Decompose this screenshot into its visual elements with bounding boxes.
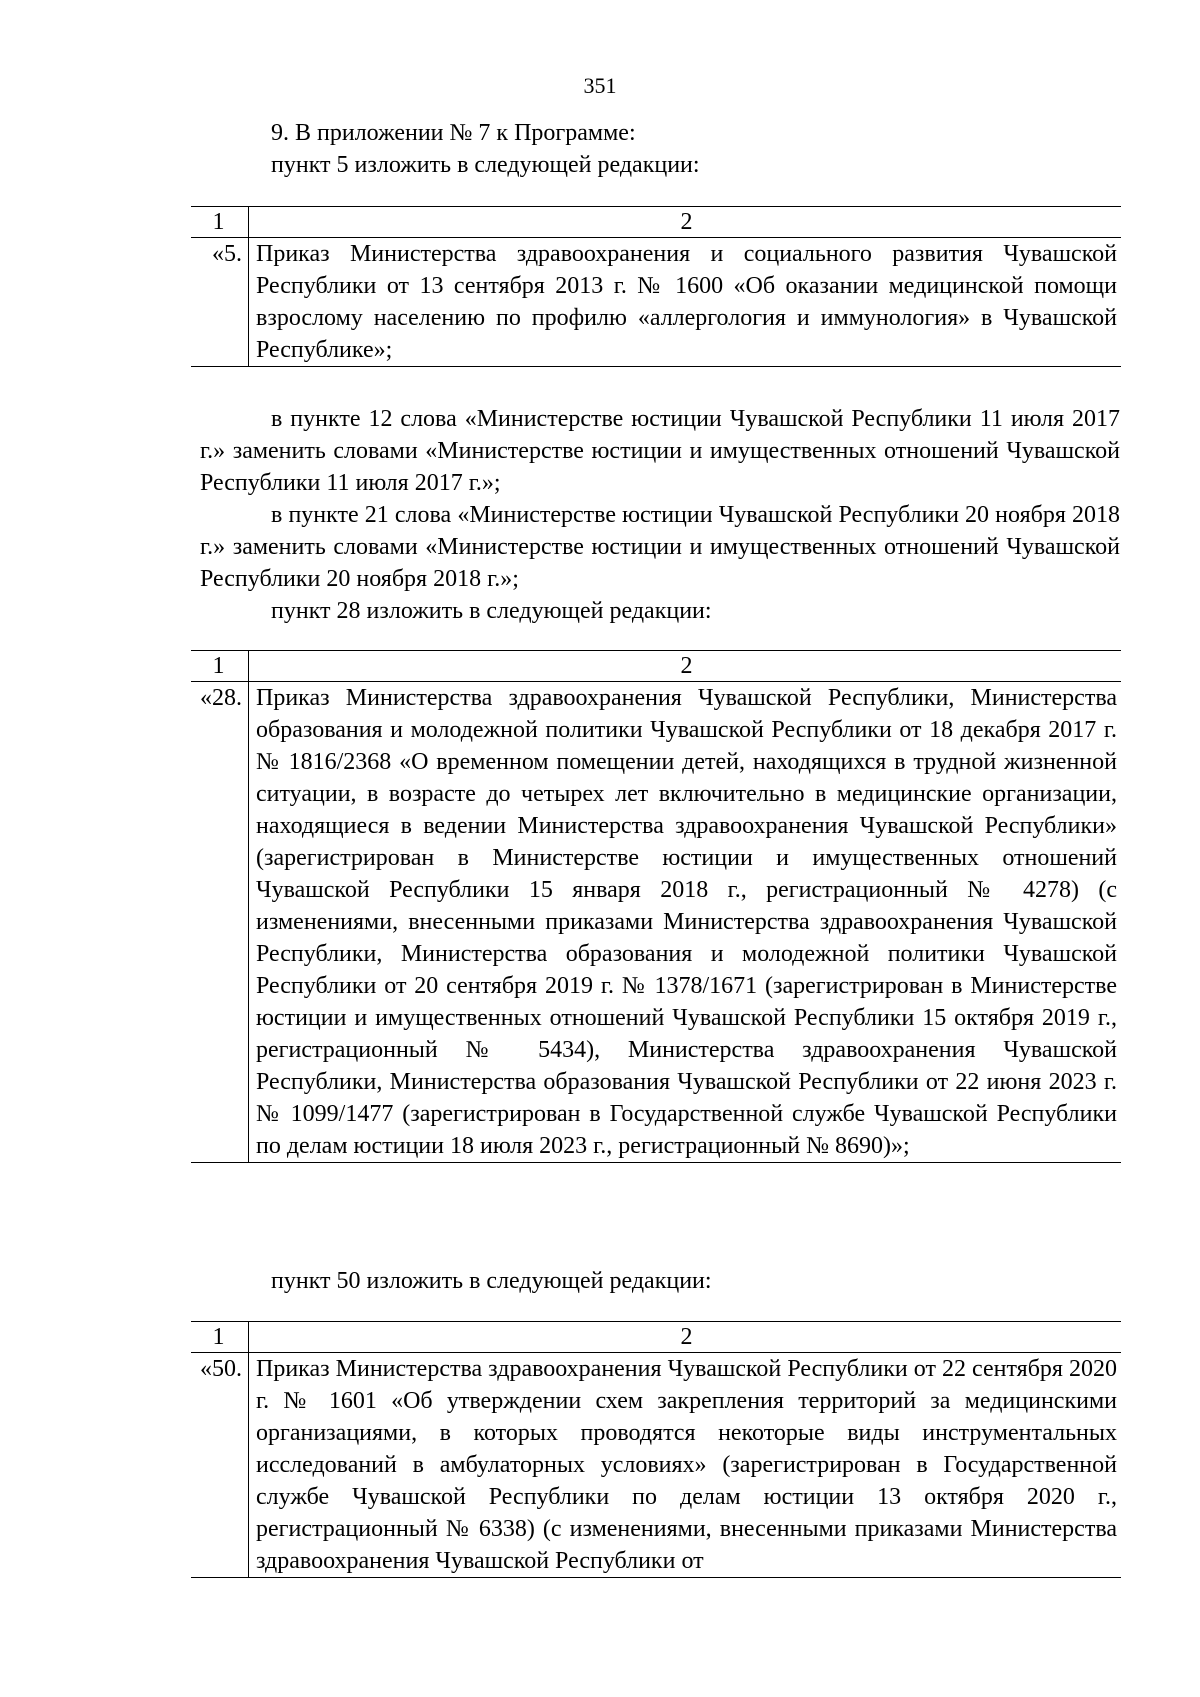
header-col-2: 2 (249, 651, 1122, 682)
amendment-table-point-28 (191, 650, 1121, 1163)
paragraph-point-50-intro: пункт 50 изложить в следующей редакции: (271, 1268, 712, 1294)
item-number: «28. (191, 682, 249, 1163)
table-row (191, 238, 1121, 367)
paragraph-point-12: в пункте 12 слова «Министерстве юстиции Чувашской Республики 11 июля 2017 г.» заменить словами «Министерстве юстиции и имущественных отношений Чувашской Республики 11 июля 2017 г.»; (200, 406, 1120, 496)
table-header-row (191, 1322, 1121, 1353)
paragraph-point-21: в пункте 21 слова «Министерстве юстиции Чувашской Республики 20 ноября 2018 г.» заменить словами «Министерстве юстиции и имущественных отношений Чувашской Республики 20 ноября 2018 г.»; (200, 502, 1120, 592)
item-number: «50. (191, 1353, 249, 1578)
page-number: 351 (583, 73, 617, 98)
header-col-1: 1 (191, 1322, 249, 1353)
table-header-row (191, 651, 1121, 682)
item-text: Приказ Министерства здравоохранения Чувашской Республики от 22 сентября 2020 г. № 1601 «Об утверждении схем закрепления территорий за медицинскими организациями, в которых проводятся некоторые виды инструментальных исследований в амбулаторных условиях» (зарегистрирован в Государственной службе Чувашской Республики по делам юстиции 13 октября 2020 г., регистрационный № 6338) (с изменениями, внесенными приказами Министерства здравоохранения Чувашской Республики от (249, 1353, 1122, 1578)
header-col-2: 2 (249, 207, 1122, 238)
intro-line-2: пункт 5 изложить в следующей редакции: (271, 152, 700, 178)
table-row (191, 682, 1121, 1163)
amendment-table-point-5 (191, 206, 1121, 367)
item-text: Приказ Министерства здравоохранения Чувашской Республики, Министерства образования и молодежной политики Чувашской Республики от 18 декабря 2017 г. № 1816/2368 «О временном помещении детей, находящихся в трудной жизненной ситуации, в возрасте до четырех лет включительно в медицинские организации, находящиеся в ведении Министерства здравоохранения Чувашской Республики» (зарегистрирован в Министерстве юстиции и имущественных отношений Чувашской Республики 15 января 2018 г., регистрационный № 4278) (с изменениями, внесенными приказами Министерства здравоохранения Чувашской Республики, Министерства образования и молодежной политики Чувашской Республики от 20 сентября 2019 г. № 1378/1671 (зарегистрирован в Министерстве юстиции и имущественных отношений Чувашской Республики 15 октября 2019 г., регистрационный № 5434), Министерства здравоохранения Чувашской Республики, Министерства образования Чувашской Республики от 22 июня 2023 г. № 1099/1477 (зарегистрирован в Государственной службе Чувашской Республики по делам юстиции 18 июля 2023 г., регистрационный № 8690)»; (249, 682, 1122, 1163)
table-header-row (191, 207, 1121, 238)
header-col-1: 1 (191, 207, 249, 238)
item-text: Приказ Министерства здравоохранения и социального развития Чувашской Республики от 13 сентября 2013 г. № 1600 «Об оказании медицинской помощи взрослому населению по профилю «аллергология и иммунология» в Чувашской Республике»; (249, 238, 1122, 367)
table-row (191, 1353, 1121, 1578)
header-col-2: 2 (249, 1322, 1122, 1353)
paragraph-point-28-intro: пункт 28 изложить в следующей редакции: (271, 598, 712, 624)
header-col-1: 1 (191, 651, 249, 682)
item-number: «5. (191, 238, 249, 367)
intro-line-1: 9. В приложении № 7 к Программе: (271, 120, 636, 146)
amendment-table-point-50 (191, 1321, 1121, 1578)
